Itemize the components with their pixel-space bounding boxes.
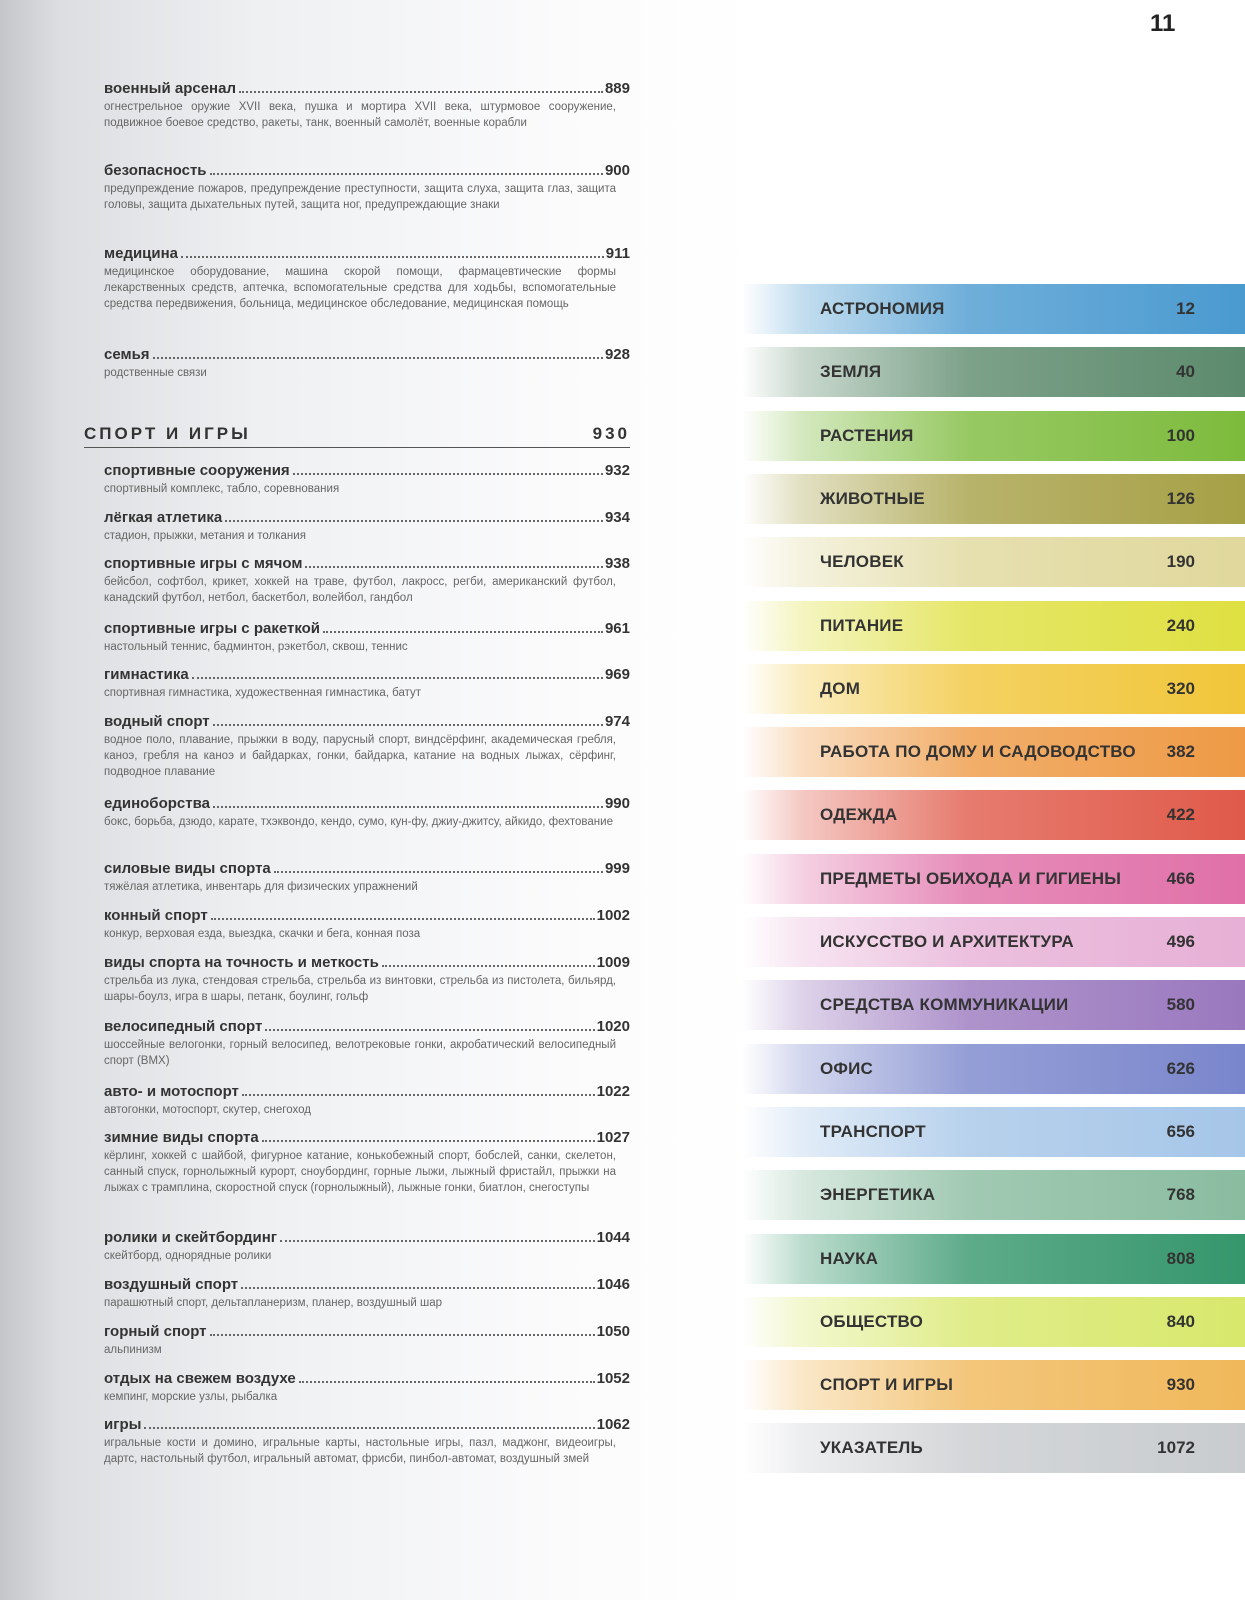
chapter-page: 240 bbox=[1166, 615, 1195, 635]
entry-page: 990 bbox=[604, 795, 630, 812]
chapter-bar[interactable] bbox=[742, 1297, 1245, 1347]
chapter-page: 808 bbox=[1166, 1248, 1195, 1268]
chapter-bar[interactable] bbox=[742, 980, 1245, 1030]
chapter-name: СРЕДСТВА КОММУНИКАЦИИ bbox=[820, 995, 1069, 1015]
entry-title: безопасность bbox=[104, 162, 207, 179]
toc-entry-sport[interactable] bbox=[104, 555, 630, 606]
chapter-bar[interactable] bbox=[742, 664, 1245, 714]
chapter-name: СПОРТ И ИГРЫ bbox=[820, 1375, 954, 1395]
leader-dots bbox=[213, 724, 603, 726]
section-title: СПОРТ И ИГРЫ bbox=[84, 424, 251, 443]
leader-dots bbox=[305, 566, 603, 568]
entry-page: 938 bbox=[604, 555, 630, 572]
leader-dots bbox=[181, 256, 604, 258]
chapter-name: ИСКУССТВО И АРХИТЕКТУРА bbox=[820, 932, 1074, 951]
chapter-page: 656 bbox=[1166, 1121, 1195, 1141]
entry-title: медицина bbox=[104, 245, 179, 262]
entry-page: 1062 bbox=[596, 1416, 630, 1433]
chapter-page: 930 bbox=[1166, 1375, 1195, 1395]
chapter-page: 1072 bbox=[1157, 1438, 1195, 1458]
toc-entry-sport[interactable] bbox=[104, 620, 630, 655]
chapter-page: 190 bbox=[1166, 552, 1195, 572]
chapter-name: ОФИС bbox=[820, 1058, 874, 1078]
entry-title: силовые виды спорта bbox=[104, 860, 271, 877]
chapter-bar[interactable] bbox=[742, 1360, 1245, 1410]
entry-title: авто- и мотоспорт bbox=[104, 1083, 239, 1100]
leader-dots bbox=[274, 871, 603, 873]
toc-entry-sport[interactable] bbox=[104, 509, 630, 544]
toc-entry-safety[interactable] bbox=[104, 162, 630, 213]
chapter-page: 40 bbox=[1176, 362, 1195, 382]
entry-title: зимние виды спорта bbox=[104, 1129, 259, 1146]
leader-dots bbox=[144, 1427, 594, 1429]
toc-entry-sport[interactable] bbox=[104, 1370, 630, 1405]
leader-dots bbox=[239, 91, 603, 93]
entry-title: горный спорт bbox=[104, 1323, 207, 1340]
chapter-page: 768 bbox=[1166, 1185, 1195, 1205]
chapter-page: 580 bbox=[1166, 995, 1195, 1015]
entry-subtopics: кемпинг, морские узлы, рыбалка bbox=[104, 1391, 278, 1403]
toc-entry-sport[interactable] bbox=[104, 1018, 630, 1069]
chapter-bar[interactable] bbox=[742, 1107, 1245, 1157]
entry-page: 1052 bbox=[596, 1370, 630, 1387]
chapter-bar[interactable] bbox=[742, 1234, 1245, 1284]
chapter-bar[interactable] bbox=[742, 601, 1245, 651]
toc-entry-sport[interactable] bbox=[104, 1416, 630, 1467]
chapter-page: 496 bbox=[1166, 932, 1195, 951]
chapter-bar[interactable] bbox=[742, 854, 1245, 904]
leader-dots bbox=[192, 677, 603, 679]
chapter-bar[interactable] bbox=[742, 284, 1245, 334]
entry-subtopics: парашютный спорт, дельтапланеризм, планер, воздушный шар bbox=[104, 1297, 443, 1309]
entry-subtopics: тяжёлая атлетика, инвентарь для физических упражнений bbox=[104, 881, 418, 893]
entry-subtopics: альпинизм bbox=[104, 1344, 162, 1356]
toc-entry-medicine[interactable] bbox=[104, 245, 630, 312]
entry-subtopics: бокс, борьба, дзюдо, карате, тхэквондо, кендо, сумо, кун-фу, джиу-джитсу, айкидо, фехтование bbox=[104, 816, 613, 828]
entry-title: спортивные игры с мячом bbox=[104, 555, 303, 572]
entry-subtopics: спортивная гимнастика, художественная гимнастика, батут bbox=[104, 687, 422, 699]
leader-dots bbox=[242, 1094, 595, 1096]
leader-dots bbox=[241, 1287, 594, 1289]
chapter-name: ПРЕДМЕТЫ ОБИХОДА И ГИГИЕНЫ bbox=[820, 868, 1122, 888]
entry-subtopics: родственные связи bbox=[104, 367, 207, 379]
entry-subtopics: водное поло, плавание, прыжки в воду, парусный спорт, виндсёрфинг, академическая гребля, каноэ, гребля на каноэ и байдарках, гонки, байдарка, катание на водных лыжах, сёрфинг, подводное плавание bbox=[104, 734, 616, 778]
chapter-bar[interactable] bbox=[742, 474, 1245, 524]
chapter-page: 466 bbox=[1166, 868, 1195, 888]
leader-dots bbox=[293, 473, 603, 475]
entry-page: 1002 bbox=[596, 907, 630, 924]
toc-entry-family[interactable] bbox=[104, 346, 630, 381]
toc-entry-military[interactable] bbox=[104, 80, 630, 131]
chapter-name: ТРАНСПОРТ bbox=[820, 1121, 926, 1141]
entry-page: 1050 bbox=[596, 1323, 630, 1340]
section-page: 930 bbox=[592, 424, 630, 443]
toc-entry-sport[interactable] bbox=[104, 1323, 630, 1358]
chapter-bar[interactable] bbox=[742, 917, 1245, 967]
entry-title: семья bbox=[104, 346, 150, 363]
entry-page: 1046 bbox=[596, 1276, 630, 1293]
chapter-name: РАСТЕНИЯ bbox=[820, 425, 914, 445]
entry-title: гимнастика bbox=[104, 666, 189, 683]
entry-subtopics: огнестрельное оружие XVII века, пушка и мортира XVII века, штурмовое сооружение, подвижное боевое средство, ракеты, танк, военный самолёт, военные корабли bbox=[104, 101, 616, 129]
entry-subtopics: спортивный комплекс, табло, соревнования bbox=[104, 483, 340, 495]
chapter-name: ОБЩЕСТВО bbox=[820, 1311, 924, 1331]
entry-page: 889 bbox=[604, 80, 630, 97]
chapter-page: 100 bbox=[1166, 425, 1195, 445]
leader-dots bbox=[280, 1240, 595, 1242]
entry-page: 932 bbox=[604, 462, 630, 479]
chapter-name: ЭНЕРГЕТИКА bbox=[820, 1185, 936, 1205]
toc-entry-sport[interactable] bbox=[104, 860, 630, 895]
entry-page: 1022 bbox=[596, 1083, 630, 1100]
entry-page: 1044 bbox=[596, 1229, 630, 1246]
toc-entry-sport[interactable] bbox=[104, 1276, 630, 1311]
chapter-page: 422 bbox=[1166, 805, 1195, 825]
chapter-bar[interactable] bbox=[742, 537, 1245, 587]
leader-dots bbox=[299, 1381, 595, 1383]
entry-subtopics: скейтборд, однорядные ролики bbox=[104, 1250, 272, 1262]
entry-subtopics: стадион, прыжки, метания и толкания bbox=[104, 530, 306, 542]
leader-dots bbox=[210, 1334, 595, 1336]
entry-title: игры bbox=[104, 1416, 142, 1433]
entry-subtopics: игральные кости и домино, игральные карты, настольные игры, пазл, маджонг, видеоигры, дартс, настольный футбол, игральный автомат, фрисби, пинбол-автомат, воздушный змей bbox=[104, 1437, 616, 1465]
chapter-bar[interactable] bbox=[742, 1423, 1245, 1473]
entry-title: отдых на свежем воздухе bbox=[104, 1370, 296, 1387]
entry-subtopics: предупреждение пожаров, предупреждение преступности, защита слуха, защита глаз, защита головы, защита дыхательных путей, защита ног, предупреждающие знаки bbox=[104, 183, 616, 211]
chapter-name: ОДЕЖДА bbox=[820, 805, 898, 825]
entry-subtopics: стрельба из лука, стендовая стрельба, стрельба из винтовки, стрельба из пистолета, бильярд, шары-боулз, игра в шары, петанк, боулинг, гольф bbox=[104, 975, 616, 1003]
toc-entry-sport[interactable] bbox=[104, 713, 630, 780]
page-number: 11 bbox=[1150, 10, 1176, 37]
chapter-name: ЧЕЛОВЕК bbox=[820, 552, 904, 572]
leader-dots bbox=[382, 965, 595, 967]
leader-dots bbox=[262, 1140, 595, 1142]
entry-subtopics: шоссейные велогонки, горный велосипед, велотрековые гонки, акробатический велосипедный спорт (BMX) bbox=[104, 1039, 616, 1067]
chapter-name: РАБОТА ПО ДОМУ И САДОВОДСТВО bbox=[820, 742, 1136, 762]
entry-title: ролики и скейтбординг bbox=[104, 1229, 278, 1246]
entry-title: военный арсенал bbox=[104, 80, 236, 97]
chapter-page: 12 bbox=[1176, 299, 1195, 318]
section-heading-sport[interactable] bbox=[84, 424, 630, 448]
toc-entry-sport[interactable] bbox=[104, 907, 630, 942]
toc-entry-sport[interactable] bbox=[104, 954, 630, 1005]
chapter-page: 320 bbox=[1166, 678, 1195, 698]
leader-dots bbox=[225, 520, 603, 522]
chapter-page: 840 bbox=[1166, 1311, 1195, 1331]
chapter-bar[interactable] bbox=[742, 411, 1245, 461]
entry-subtopics: настольный теннис, бадминтон, рэкетбол, сквош, теннис bbox=[104, 641, 408, 653]
entry-subtopics: конкур, верховая езда, выездка, скачки и бега, конная поза bbox=[104, 928, 421, 940]
chapter-page: 126 bbox=[1166, 488, 1195, 508]
chapter-page: 626 bbox=[1166, 1058, 1195, 1078]
entry-title: лёгкая атлетика bbox=[104, 509, 223, 526]
leader-dots bbox=[210, 173, 603, 175]
entry-page: 969 bbox=[604, 666, 630, 683]
entry-title: единоборства bbox=[104, 795, 210, 812]
entry-page: 900 bbox=[604, 162, 630, 179]
toc-entry-sport[interactable] bbox=[104, 1129, 630, 1196]
chapter-bar[interactable] bbox=[742, 727, 1245, 777]
chapter-name: АСТРОНОМИЯ bbox=[820, 299, 945, 318]
toc-entry-sport[interactable] bbox=[104, 795, 630, 830]
toc-entry-sport[interactable] bbox=[104, 1229, 630, 1264]
entry-page: 928 bbox=[604, 346, 630, 363]
toc-entry-sport[interactable] bbox=[104, 462, 630, 497]
entry-subtopics: кёрлинг, хоккей с шайбой, фигурное катание, конькобежный спорт, бобслей, санки, скелетон, санный спуск, горнолыжный курорт, сноубординг, горные лыжи, лыжный фристайл, прыжки на лыжах с трамплина, скоростной спуск (горнолыжный), лыжные гонки, биатлон, снегоступы bbox=[104, 1150, 616, 1194]
entry-title: водный спорт bbox=[104, 713, 210, 730]
leader-dots bbox=[213, 806, 603, 808]
entry-title: воздушный спорт bbox=[104, 1276, 239, 1293]
entry-title: конный спорт bbox=[104, 907, 208, 924]
leader-dots bbox=[153, 357, 603, 359]
chapter-name: ЖИВОТНЫЕ bbox=[820, 488, 925, 508]
entry-title: велосипедный спорт bbox=[104, 1018, 263, 1035]
chapter-bar[interactable] bbox=[742, 347, 1245, 397]
chapter-page: 382 bbox=[1166, 742, 1195, 762]
entry-subtopics: медицинское оборудование, машина скорой помощи, фармацевтические формы лекарственных средств, аптечка, вспомогательные средства для ходьбы, вспомогательные средства передвижения, больница, медицинское обследование, медицинская помощь bbox=[104, 266, 616, 310]
entry-page: 1027 bbox=[596, 1129, 630, 1146]
chapter-name: УКАЗАТЕЛЬ bbox=[820, 1438, 923, 1458]
chapter-name: ДОМ bbox=[820, 678, 861, 698]
toc-entry-sport[interactable] bbox=[104, 1083, 630, 1118]
entry-subtopics: автогонки, мотоспорт, скутер, снегоход bbox=[104, 1104, 311, 1116]
chapter-bar[interactable] bbox=[742, 1044, 1245, 1094]
entry-page: 999 bbox=[604, 860, 630, 877]
chapter-name: НАУКА bbox=[820, 1248, 879, 1268]
leader-dots bbox=[211, 918, 595, 920]
entry-page: 934 bbox=[604, 509, 630, 526]
entry-page: 1020 bbox=[596, 1018, 630, 1035]
entry-title: виды спорта на точность и меткость bbox=[104, 954, 379, 971]
chapter-name: ПИТАНИЕ bbox=[820, 615, 904, 635]
chapter-bar[interactable] bbox=[742, 790, 1245, 840]
entry-page: 911 bbox=[605, 245, 630, 262]
entry-title: спортивные игры с ракеткой bbox=[104, 620, 321, 637]
chapter-bar[interactable] bbox=[742, 1170, 1245, 1220]
toc-entry-sport[interactable] bbox=[104, 666, 630, 701]
chapter-name: ЗЕМЛЯ bbox=[820, 362, 882, 382]
leader-dots bbox=[265, 1029, 594, 1031]
entry-title: спортивные сооружения bbox=[104, 462, 290, 479]
entry-page: 961 bbox=[604, 620, 630, 637]
leader-dots bbox=[323, 631, 603, 633]
entry-page: 974 bbox=[604, 713, 630, 730]
entry-subtopics: бейсбол, софтбол, крикет, хоккей на траве, футбол, лакросс, регби, американский футбол, канадский футбол, нетбол, баскетбол, волейбол, гандбол bbox=[104, 576, 616, 604]
entry-page: 1009 bbox=[596, 954, 630, 971]
